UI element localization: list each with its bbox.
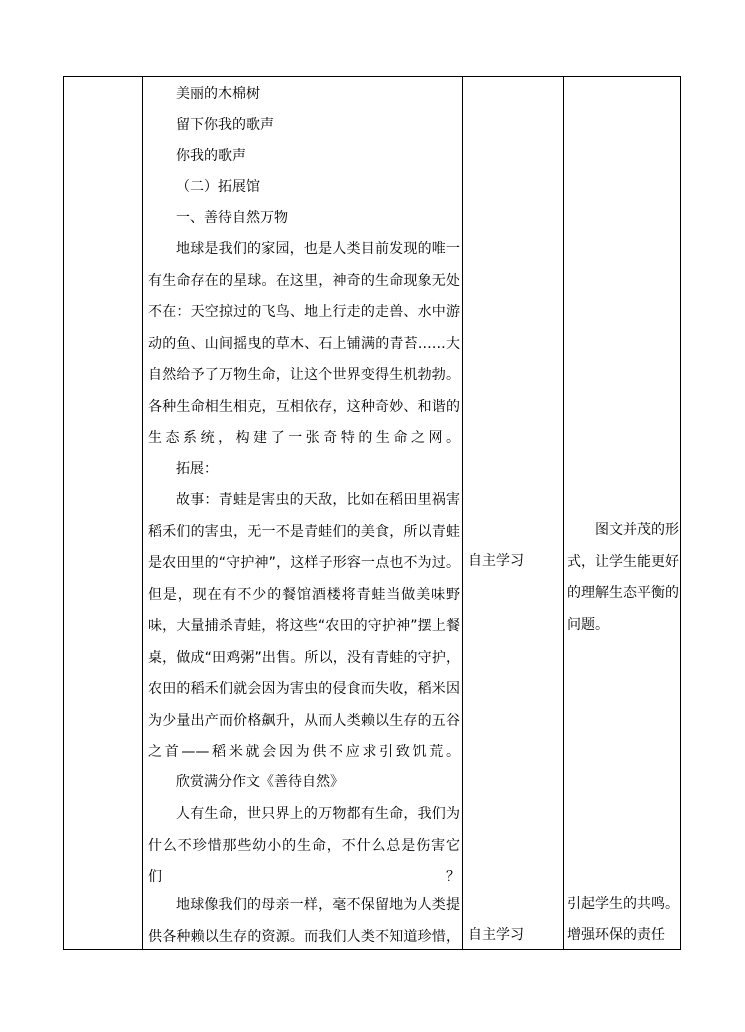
paragraph-earth: 地球是我们的家园，也是人类目前发现的唯一有生命存在的星球。在这里，神奇的生命现象无处不在：天空掠过的飞鸟、地上行走的走兽、水中游动的鱼、山间摇曳的草木、石上铺满的青苔……大自然给予了万物生命，让这个世界变得生机勃勃。各种生命相生相克，互相依存，这种奇妙、和谐的生态系统，构建了一张奇特的生命之网。 — [148, 241, 460, 446]
lesson-table — [63, 76, 681, 950]
song-line-2: 留下你我的歌声 — [176, 117, 274, 133]
expand-label: 拓展： — [176, 461, 218, 477]
paragraph-essay-1: 人有生命，世只界上的万物都有生命，我们为什么不珍惜那些幼小的生命，不什么总是伤害它们？ — [148, 806, 460, 885]
teaching-note-1 — [567, 515, 681, 641]
song-line-1: 美丽的木棉树 — [176, 86, 260, 102]
column-divider-1 — [142, 77, 143, 949]
paragraph-frog-story: 故事：青蛙是害虫的天敌，比如在稻田里祸害稻禾们的害虫，无一不是青蛙们的美食，所以青蛙是农田里的“守护神”，这样子形容一点也不为过。但是，现在有不少的餐馆酒楼将青蛙当做美味野味，大量捕杀青蛙，将这些“农田的守护神”摆上餐桌，做成“田鸡粥”出售。所以，没有青蛙的守护，农田的稻禾们就会因为害虫的侵食而失收，稻米因为少量出产而价格飙升，从而人类赖以生存的五谷之首——稻米就会因为供不应求引致饥荒。 — [148, 492, 460, 760]
subsection-heading: 一、善待自然万物 — [176, 210, 288, 226]
song-line-3: 你我的歌声 — [176, 148, 246, 164]
essay-title: 欣赏满分作文《善待自然》 — [176, 774, 344, 790]
teaching-note-2-line-1: 引起学生的共鸣。 — [567, 896, 679, 912]
section-heading-expansion: （二）拓展馆 — [176, 179, 260, 195]
column-divider-3 — [563, 77, 564, 949]
teaching-note-2-line-2: 增强环保的责任 — [567, 927, 665, 943]
activity-self-study-1: 自主学习 — [468, 553, 524, 569]
activity-self-study-2: 自主学习 — [468, 927, 524, 943]
column-divider-2 — [462, 77, 463, 949]
teaching-note-1-text: 图文并茂的形式，让学生能更好的理解生态平衡的问题。 — [567, 522, 679, 633]
paragraph-essay-2: 地球像我们的母亲一样，毫不保留地为人类提供各种赖以生存的资源。而我们人类不知道珍惜， — [148, 897, 460, 945]
